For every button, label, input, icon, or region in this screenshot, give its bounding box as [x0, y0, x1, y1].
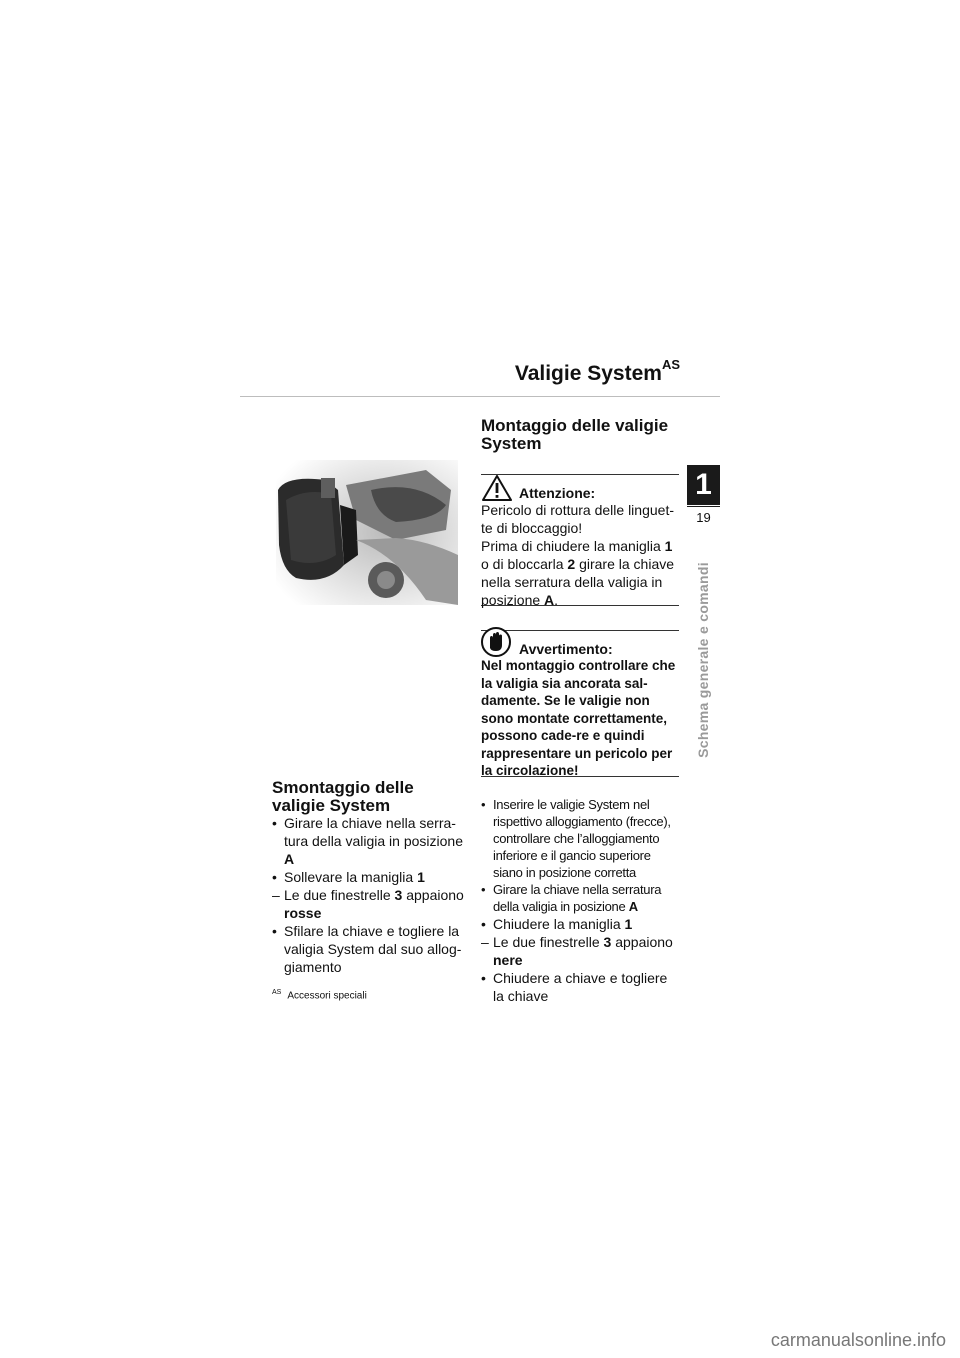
list-item: • Chiudere a chiave e togliere la chiave: [481, 970, 668, 1004]
warning-label: Avvertimento:: [519, 641, 613, 657]
motorcycle-case-photo: [276, 460, 458, 605]
warning-note: [481, 630, 679, 777]
section-side-label: Schema generale e comandi: [695, 562, 711, 758]
page-title: Valigie System$^{AS}$: [514, 357, 680, 385]
list-item: • Girare la chiave nella serra-tura della valigia in posizione A: [272, 815, 463, 867]
section-heading-mounting: Montaggio delle valigie System: [481, 416, 669, 453]
list-item: – Le due finestrelle 3 appaiono rosse: [272, 887, 464, 921]
list-item: • Inserire le valigie System nel rispettivo alloggiamento (frecce), controllare che l’alloggiamento inferiore e il gancio superiore siano in posizione corretta: [481, 797, 671, 880]
list-item: • Chiudere la maniglia 1: [481, 916, 633, 932]
page-number: 19: [696, 510, 711, 525]
attention-note: [481, 474, 679, 606]
list-item: • Sollevare la maniglia 1: [272, 869, 425, 885]
header-rule: [240, 396, 720, 397]
removal-steps: [272, 814, 466, 976]
list-item: – Le due finestrelle 3 appaiono nere: [481, 934, 673, 968]
attention-label: Attenzione:: [519, 485, 596, 501]
list-item: • Girare la chiave nella serratura della valigia in posizione A: [481, 882, 662, 914]
attention-body: Pericolo di rottura delle linguet-te di bloccaggio! Prima di chiudere la maniglia 1 o di bloccarla 2 girare la chiave nella serratura della valigia in posizione A.: [481, 502, 675, 608]
chapter-divider: [687, 506, 720, 507]
chapter-number: 1: [687, 465, 720, 505]
footnote: $^{AS}$ Accessori speciali: [272, 989, 367, 1002]
list-item: • Sfilare la chiave e togliere la valigia System dal suo allog-giamento: [272, 923, 462, 975]
watermark: carmanualsonline.info: [770, 1330, 946, 1350]
warning-body: Nel montaggio controllare che la valigia sia ancorata sal-damente. Se le valigie non sono montate correttamente, possono cade-re e quindi rappresentare un pericolo per la circolazione!: [481, 658, 676, 778]
section-heading-removal: Smontaggio delle valigie System: [272, 778, 414, 815]
mounting-steps: [481, 796, 681, 1005]
